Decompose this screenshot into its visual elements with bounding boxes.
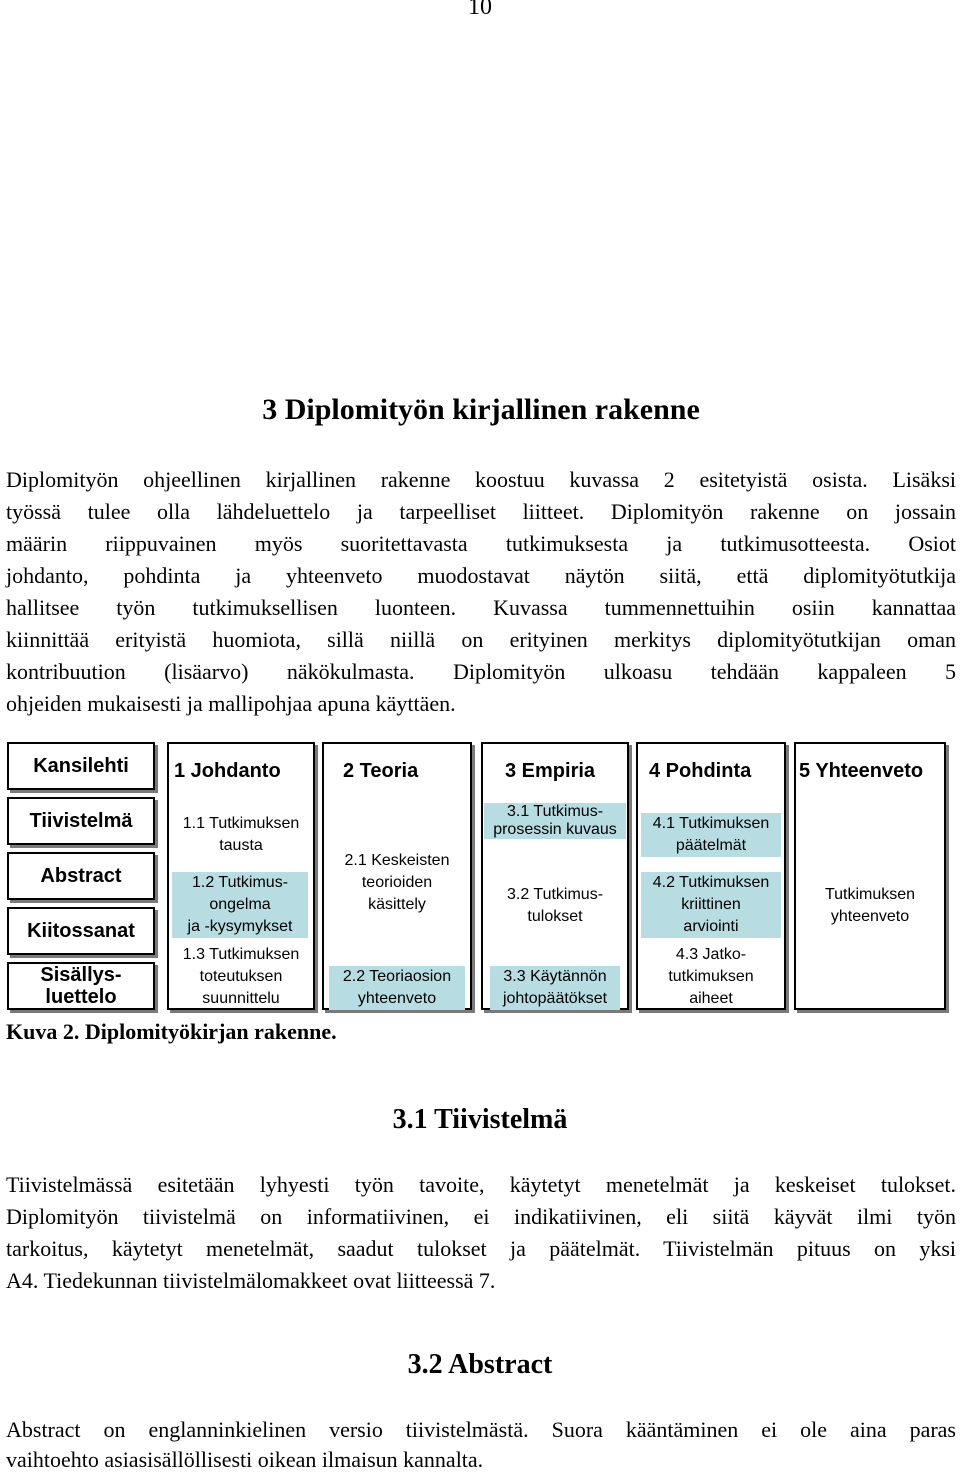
column-item-highlighted: 4.1 Tutkimuksen päätelmät xyxy=(641,813,781,857)
column-item-highlighted: 2.2 Teoriaosion yhteenveto xyxy=(329,966,465,1010)
intro-line: kiinnittää erityistä huomiota, sillä niillä on erityinen merkitys diplomityötutkijan oman xyxy=(6,627,956,652)
intro-line: kontribuution (lisäarvo) näkökulmasta. Diplomityön ulkoasu tehdään kappaleen 5 xyxy=(6,659,956,684)
column-title: 3 Empiria xyxy=(505,760,596,782)
intro-line: määrin riippuvainen myös suoritettavasta tutkimuksesta ja tutkimusotteesta. Osiot xyxy=(6,531,956,556)
front-matter-sisallysluettelo xyxy=(7,962,155,1010)
intro-line: Diplomityön ohjeellinen kirjallinen rakenne koostuu kuvassa 2 esitetyistä osista. Lisäksi xyxy=(6,467,956,492)
paragraph-line: Tiivistelmässä esitetään lyhyesti työn tavoite, käytetyt menetelmät ja keskeiset tulokset. xyxy=(6,1172,956,1197)
column-title: 1 Johdanto xyxy=(174,760,281,782)
front-matter-label: Abstract xyxy=(40,865,122,887)
section-heading-tiivistelma: 3.1 Tiivistelmä xyxy=(392,1104,568,1135)
column-item: 2.1 Keskeisten teorioiden käsittely xyxy=(344,852,450,913)
front-matter-label: Kiitossanat xyxy=(27,920,135,942)
front-matter-label: Tiivistelmä xyxy=(29,810,133,832)
intro-line: työssä tulee olla lähdeluettelo ja tarpeelliset liitteet. Diplomityön rakenne on jossain xyxy=(6,499,956,524)
paragraph-line: Abstract on englanninkielinen versio tiivistelmästä. Suora kääntäminen ei ole aina paras xyxy=(6,1417,956,1442)
column-item-highlighted: 4.2 Tutkimuksen kriittinen arviointi xyxy=(641,872,781,938)
section-heading-abstract: 3.2 Abstract xyxy=(407,1349,553,1380)
intro-line: hallitsee työn tutkimuksellisen luonteen. Kuvassa tummennettuihin osiin kannattaa xyxy=(6,595,956,620)
front-matter-tiivistelma xyxy=(7,797,155,845)
paragraph-line: vaihtoehto asiasisällöllisesti oikean ilmaisun kannalta. xyxy=(6,1447,484,1472)
chapter-heading: 3 Diplomityön kirjallinen rakenne xyxy=(262,393,700,426)
column-item-highlighted: 3.3 Käytännön johtopäätökset xyxy=(490,966,620,1010)
front-matter-label: Kansilehti xyxy=(33,755,129,777)
column-title: 4 Pohdinta xyxy=(649,760,752,782)
column-title: 2 Teoria xyxy=(343,760,419,782)
column-item: 4.3 Jatko- tutkimuksen aiheet xyxy=(668,946,754,1007)
front-matter-kansilehti xyxy=(7,742,155,790)
paragraph-line: A4. Tiedekunnan tiivistelmälomakkeet ovat liitteessä 7. xyxy=(6,1268,496,1293)
front-matter-abstract xyxy=(7,852,155,900)
column-title: 5 Yhteenveto xyxy=(799,760,924,782)
column-item-highlighted: 1.2 Tutkimus- ongelma ja -kysymykset xyxy=(172,872,308,938)
paragraph-line: tarkoitus, käytetyt menetelmät, saadut tulokset ja päätelmät. Tiivistelmän pituus on yksi xyxy=(6,1236,956,1261)
page-number: 10 xyxy=(468,0,492,20)
paragraph-line: Diplomityön tiivistelmä on informatiivinen, ei indikatiivinen, eli siitä käyvät ilmi työn xyxy=(6,1204,956,1229)
front-matter-kiitossanat xyxy=(7,907,155,955)
column-item: Tutkimuksen yhteenveto xyxy=(824,886,916,925)
intro-line: johdanto, pohdinta ja yhteenveto muodostavat näytön siitä, että diplomityötutkija xyxy=(6,563,956,588)
column-item-highlighted: 3.1 Tutkimus- prosessin kuvaus xyxy=(484,803,626,839)
front-matter-label: Sisällys- luettelo xyxy=(40,964,122,1008)
intro-line: ohjeiden mukaisesti ja mallipohjaa apuna käyttäen. xyxy=(6,691,456,716)
column-item: 1.3 Tutkimuksen toteutuksen suunnittelu xyxy=(182,946,300,1007)
column-item: 3.2 Tutkimus- tulokset xyxy=(506,886,604,925)
column-item: 1.1 Tutkimuksen tausta xyxy=(182,815,300,854)
figure-caption: Kuva 2. Diplomityökirjan rakenne. xyxy=(6,1019,337,1044)
